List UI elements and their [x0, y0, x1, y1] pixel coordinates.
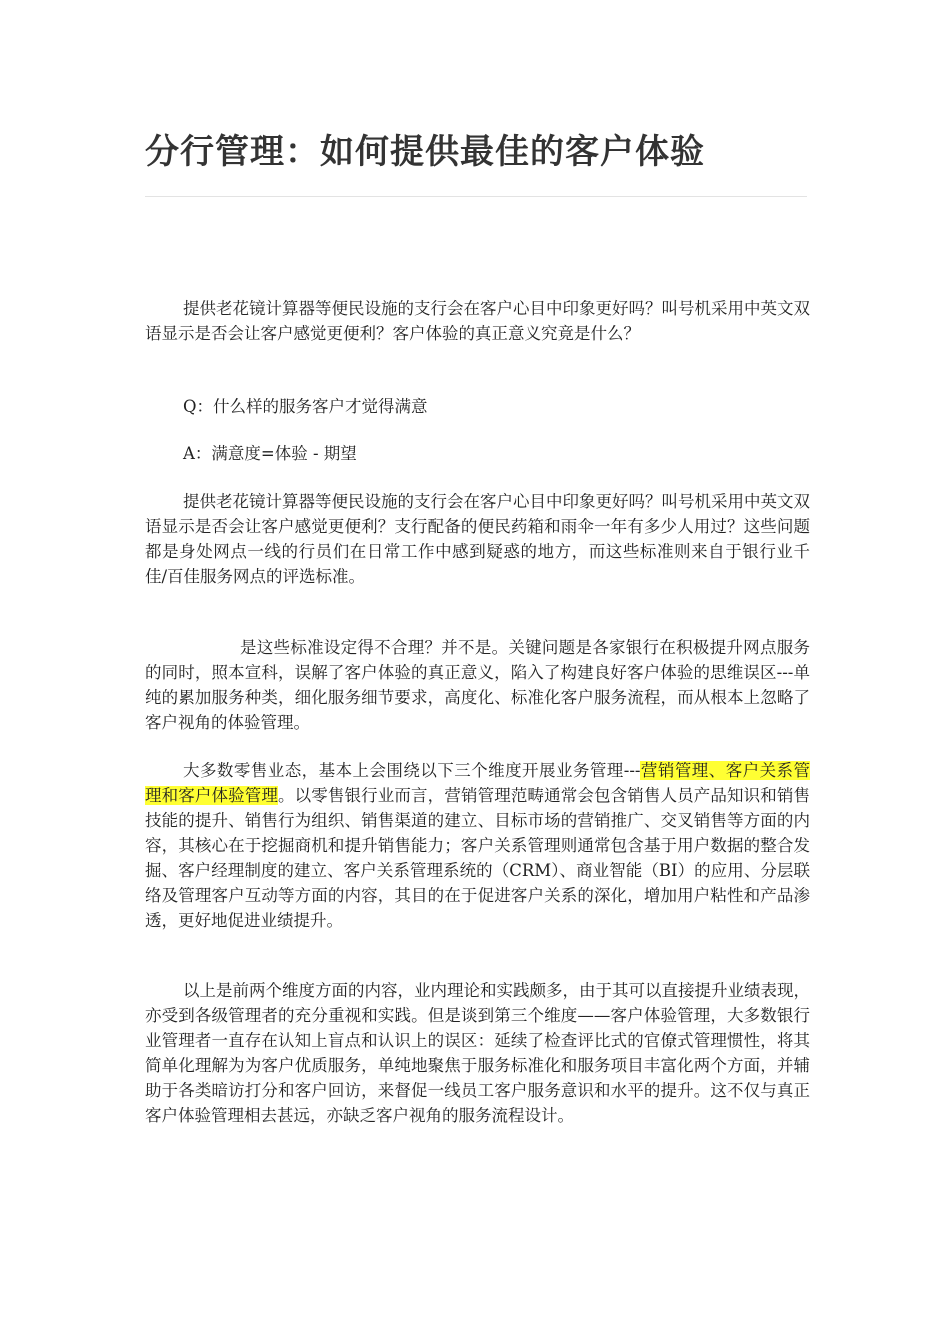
- answer-line: A：满意度=体验 - 期望: [183, 444, 357, 463]
- question-line: Q：什么样的服务客户才觉得满意: [183, 397, 428, 416]
- experience-management-paragraph: 以上是前两个维度方面的内容，业内理论和实践颇多，由于其可以直接提升业绩表现，亦受到各级管理者的充分重视和实践。但是谈到第三个维度——客户体验管理，大多数银行业管理者一直存在认知上盲点和认识上的误区：延续了检查评比式的官僚式管理惯性，将其简单化理解为为客户优质服务，单纯地聚焦于服务标准化和服务项目丰富化两个方面，并辅助于各类暗访打分和客户回访，来督促一线员工客户服务意识和水平的提升。这不仅与真正客户体验管理相去甚远，亦缺乏客户视角的服务流程设计。: [145, 981, 810, 1125]
- dimensions-text-before: 大多数零售业态，基本上会围绕以下三个维度开展业务管理---: [183, 761, 641, 780]
- highlighted-dimensions: 营销管理、客户关系管理和客户体验管理: [145, 761, 811, 805]
- intro-paragraph: 提供老花镜计算器等便民设施的支行会在客户心目中印象更好吗？叫号机采用中英文双语显示是否会让客户感觉更便利？客户体验的真正意义究竟是什么？: [145, 299, 810, 343]
- dimensions-paragraph: [145, 758, 810, 933]
- standards-paragraph: 提供老花镜计算器等便民设施的支行会在客户心目中印象更好吗？叫号机采用中英文双语显示是否会让客户感觉更便利？支行配备的便民药箱和雨伞一年有多少人用过？这些问题都是身处网点一线的行员们在日常工作中感到疑惑的地方，而这些标准则来自于银行业千佳/百佳服务网点的评选标准。: [145, 492, 810, 586]
- dimensions-text-after: 。以零售银行业而言，营销管理范畴通常会包含销售人员产品知识和销售技能的提升、销售行为组织、销售渠道的建立、目标市场的营销推广、交叉销售等方面的内容，其核心在于挖掘商机和提升销售能力；客户关系管理则通常包含基于用户数据的整合发掘、客户经理制度的建立、客户关系管理系统的（CRM）、商业智能（BI）的应用、分层联络及管理客户互动等方面的内容，其目的在于促进客户关系的深化，增加用户粘性和产品渗透，更好地促进业绩提升。: [145, 786, 811, 930]
- title-divider: [145, 196, 807, 197]
- page-title: 分行管理：如何提供最佳的客户体验: [145, 132, 705, 172]
- misconception-paragraph: 是这些标准设定得不合理？并不是。关键问题是各家银行在积极提升网点服务的同时，照本宣科，误解了客户体验的真正意义，陷入了构建良好客户体验的思维误区---单纯的累加服务种类，细化服务细节要求，高度化、标准化客户服务流程，而从根本上忽略了客户视角的体验管理。: [145, 638, 810, 732]
